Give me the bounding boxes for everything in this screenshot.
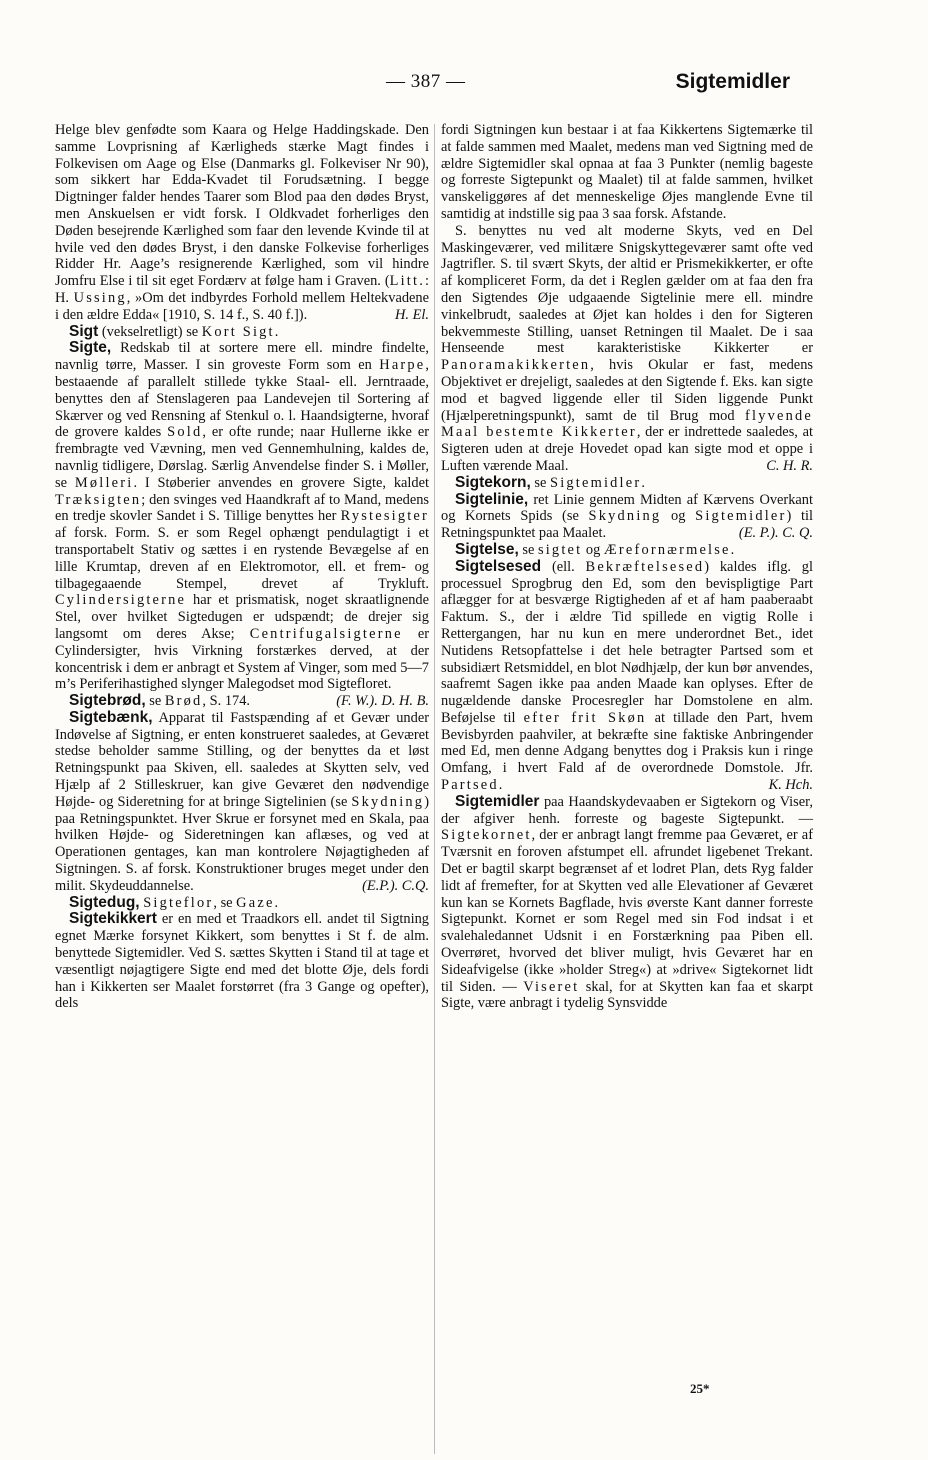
headword: Sigtelsesed bbox=[455, 557, 542, 575]
cross-reference: Gaze bbox=[236, 894, 275, 911]
cross-reference: Brød bbox=[164, 693, 203, 710]
signature: (E.P.). C.Q. bbox=[362, 877, 429, 894]
entry-sigtelinie: Sigtelinie, ret Linie gennem Midten af Kærvens Overkant og Kornets Spids (se Skydning og Sigtemidler) til Retningspunktet paa Maalet. (E. P.). C. Q. bbox=[441, 490, 813, 542]
right-column bbox=[441, 122, 813, 1012]
entry-sigtelsesed: Sigtelsesed (ell. Bekræftelsesed) kaldes iflg. gl processuel Sprogbrug den Ed, som den bevispligtige Part aflægger for at besværge Rigtigheden af et af ham paaberaabt Faktum. S., der i ældre Tid spillede en vigtig Rolle i Rettergangen, har nu kun en mere underordnet Bet., idet Nutidens Retsopfattelse i det hele betragter Partsed som et subsidiært Retsmiddel, en blot Nødhjælp, der kun bør anvendes, saafremt Sagen ikke paa anden Maade kan oplyses. Efter de nugældende danske Procesregler har Domstolene en alm. Beføjelse til efter frit Skøn at tillade den Part, hvem Bevisbyrden paahviler, at bekræfte sine faktiske Anbringender med Ed, men denne Adgang benyttes dog i Praksis kun i ringe Omfang, i hvert Fald af de overordnede Domstole. Jfr. Partsed. K. Hch. bbox=[441, 557, 813, 794]
entry-sigtedug: Sigtedug, Sigteflor, se Gaze. bbox=[69, 893, 279, 911]
headword: Sigt bbox=[69, 322, 99, 340]
entry-sigtemidler: Sigtemidler paa Haandskydevaaben er Sigtekorn og Viser, der afgiver henh. forreste og bageste Sigtepunkt. — Sigtekornet, der er anbragt langt fremme paa Geværet, er af Tværsnit en foroven afstumpet ell. afrundet ligebenet Trekant. Det er bagtil skarpt begrænset af et lodret Plan, dets Ryg falder lidt af fremefter, for at Skytten ved alle Elevationer af Geværet kun kan se Kornets Bagflade, hvis øverste Kant danner forreste Sigtepunkt. Kornet er som Regel med sin Fod indsat i et svalehaledannet Udsnit i en Forstærkning paa Piben ell. Overrøret, hvorved det bliver muligt, hvis Geværet har en Sideafvigelse (ikke »holder Streg«) at »drive« Sigtekornet lidt til Siden. — Viseret skal, for at Skytten kan faa et skarpt Sigte, være anbragt i tydelig Synsvidde bbox=[441, 792, 813, 1012]
headword: Sigtekorn, bbox=[455, 473, 531, 491]
headword: Sigtelinie, bbox=[455, 490, 529, 508]
cross-reference: Kort Sigt bbox=[201, 323, 275, 340]
cross-reference: Skydning bbox=[588, 508, 662, 525]
entry-sigtebrod: Sigtebrød, se Brød, S. 174. bbox=[69, 692, 250, 710]
cross-reference: Skydning bbox=[351, 793, 425, 810]
cross-reference: sigtet bbox=[537, 541, 583, 558]
signature: K. Hch. bbox=[768, 777, 813, 794]
column-divider bbox=[434, 124, 435, 1454]
paragraph-sigtekikkert-continuation: fordi Sigtningen kun bestaar i at faa Kikkertens Sigtemærke til at falde sammen med Maalet, medens man ved Sigtning med de ældre Sigtemidler skal opnaa at faa 3 Punkter (nemlig bageste og forreste Sigtepunkt og Maalet) til at falde sammen, hvilket vanskeliggøres af det menneskelige Øjes manglende Evne til samtidig at indstille sig paa 3 saa forsk. Afstande. bbox=[441, 122, 813, 222]
signature: C. H. R. bbox=[766, 457, 813, 474]
headword: Sigtelse, bbox=[455, 540, 519, 558]
sheet-signature-mark: 25* bbox=[690, 1381, 710, 1396]
cross-reference: Mølleri bbox=[74, 474, 134, 491]
headword: Sigtekikkert bbox=[69, 910, 157, 928]
entry-sigtebaenk: Sigtebænk, Apparat til Fastspænding af et Gevær under Indøvelse af Sigtning, er enten konstrueret saaledes, at Geværet stedse beholder samme Stilling, og der benyttes da et løst Retningspunkt paa Skiven, ell. saaledes at Skytten selv, ved Hjælp af 2 Stilleskruer, kan give Geværet den nødvendige Højde- og Sideretning for at bringe Sigtelinien (se Skydning) paa Retningspunktet. Hver Skrue er forsynet med en Skala, paa hvilken Højde- og Sideretningen kan aflæses, og ved at Operationen gentages, kan man kontrolere Nøjagtigheden af Sigtningen. S. af forsk. Konstruktioner bruges meget under den milit. Skydeuddannelse. (E.P.). C.Q. bbox=[55, 708, 429, 894]
page-number: — 387 — bbox=[386, 71, 466, 92]
headword: Sigtemidler bbox=[455, 792, 540, 810]
signature: (F. W.). D. H. B. bbox=[336, 693, 429, 710]
headword: Sigtebænk, bbox=[69, 708, 153, 726]
author-ussing: Ussing bbox=[73, 289, 127, 306]
cross-reference: Sigteflor bbox=[143, 894, 214, 911]
headword: Sigtebrød, bbox=[69, 692, 146, 710]
cross-reference: Sigtemidler bbox=[695, 508, 787, 525]
entry-sigtekorn: Sigtekorn, se Sigtemidler. bbox=[455, 473, 645, 491]
reference-litt: Litt. bbox=[389, 273, 425, 290]
cross-reference: Sigtemidler bbox=[549, 474, 642, 491]
entry-sigtekikkert: Sigtekikkert er en med et Traadkors ell. andet til Sigtning egnet Mærke forsynet Kikkert, som benyttes i St f. de alm. benyttede Sigtemidler. Ved S. sættes Skytten i Stand til at tage et væsentligt nøjagtigere Sigte end med det blotte Øje, dels fordi han i Kikkerten ser Maalet forstørret (fra 3 Gange og opefter), dels bbox=[55, 910, 429, 1012]
left-column bbox=[55, 122, 430, 1012]
running-title: Sigtemidler bbox=[675, 70, 790, 93]
headword: Sigte, bbox=[69, 339, 112, 357]
paragraph-sigtekikkert-types: S. benyttes nu ved alt moderne Skyts, ved en Del Maskingeværer, ved militære Snigskyttegeværer samt ofte ved Jagtrifler. S. til svært Skyts, der altid er Prismekikkerter, er ofte af kompliceret Form, da det i Reglen gælder om at faa den fra den Sigtendes Øje udgaaende Sigtelinie mere ell. mindre vinkelbrudt, saaledes at Øjet kan holdes i den for Sigteren bekvemmeste Stilling, uanset Retningen til Maalet. De i saa Henseende mest karakteristiske Kikkerter er Panoramakikkerten, hvis Okular er fast, medens Objektivet er drejeligt, saaledes at den Sigtende f. Eks. kan sigte mod et bagved liggende eller til Siden liggende Punkt (Hjælperetningspunkt), samt de til Brug mod flyvende Maal bestemte Kikkerter, der er indrettede saaledes, at Sigteren uden at dreje Hovedet opad kan sigte mod et oppe i Luften værende Maal. C. H. R. bbox=[441, 222, 813, 474]
entry-sigte: Sigte, Redskab til at sortere mere ell. mindre findelte, navnlig tørre, Masser. I sin groveste Form som en Harpe, bestaaende af parallelt stillede tykke Staal- ell. Jerntraade, benyttes den af Stenslageren paa Landevejen til Sortering af Skærver og ved Rensning af Stenkul o. l. Haandsigterne, hvoraf de grovere kaldes Sold, er ofte runde; naar Hullerne ikke er frembragte ved Vævning, men ved Gennemhulning, kaldes de, navnlig tidligere, Dørslag. Særlig Anvendelse finder S. i Møller, se Mølleri. I Støberier anvendes en grovere Sigte, kaldet Træksigten; den svinges ved Haandkraft af to Mand, medens en tredje skovler Sandet i S. Tillige benyttes her Rystesigter af forsk. Form. S. er som Regel ophængt pendulagtigt i et transportabelt Stativ og sættes i en rystende Bevægelse af en lille Krumtap, dreven af en Elektromotor, ell. et frem- og tilbagegaaende Stempel, drevet af Trykluft. Cylindersigterne har et prismatisk, noget skraatlignende Stel, over hvilket Sigtedugen er udspændt; de drejer sig langsomt om deres Akse; Centrifugalsigterne er Cylindersigter, hvis Virkning forstærkes derved, at der koncentrisk i dem er anbragt et System af Vinger, som med 5—7 m’s Periferihastighed slynger Malegodset mod Sigtefloret. (F. W.). D. H. B. bbox=[55, 339, 430, 710]
entry-sigt: Sigt (vekselretligt) se Kort Sigt. bbox=[69, 322, 279, 340]
signature: (E. P.). C. Q. bbox=[738, 525, 813, 542]
signature: H. El. bbox=[395, 306, 429, 323]
cross-reference: Partsed bbox=[441, 777, 499, 794]
cross-reference: Bekræftelsesed bbox=[585, 558, 705, 575]
paragraph-helge-continuation: Helge blev genfødte som Kaara og Helge Haddingskade. Den samme Lovprisning af Kærligheds stærke Magt findes i Folkevisen om Aage og Else (Danmarks gl. Folkeviser Nr 90), som sikkert har Edda-Kvadet til Forudsætning. I begge Digtninger falder hendes Taarer som Blod paa den dødes Bryst, men Anskuelsen er vidt forsk. I Oldkvadet forherliges den Døden besejrende Kærlighed som faar den levende Kvinde til at hvile ved den dødes Bryst, i den danske Folkevise forherliges Ridder Hr. Aage’s resignerende Kærlighed, som vil hindre Jomfru Else i til sit eget Fordærv at følge ham i Graven. (Litt.: H. Ussing, »Om det indbyrdes Forhold mellem Heltekvadene i den ældre Edda« [1910, S. 14 f., S. 40 f.]). H. El. bbox=[55, 122, 430, 323]
headword: Sigtedug, bbox=[69, 893, 140, 911]
entry-sigtelse: Sigtelse, se sigtet og Ærefornærmelse. bbox=[455, 540, 735, 558]
cross-reference: Ærefornærmelse bbox=[603, 541, 731, 558]
